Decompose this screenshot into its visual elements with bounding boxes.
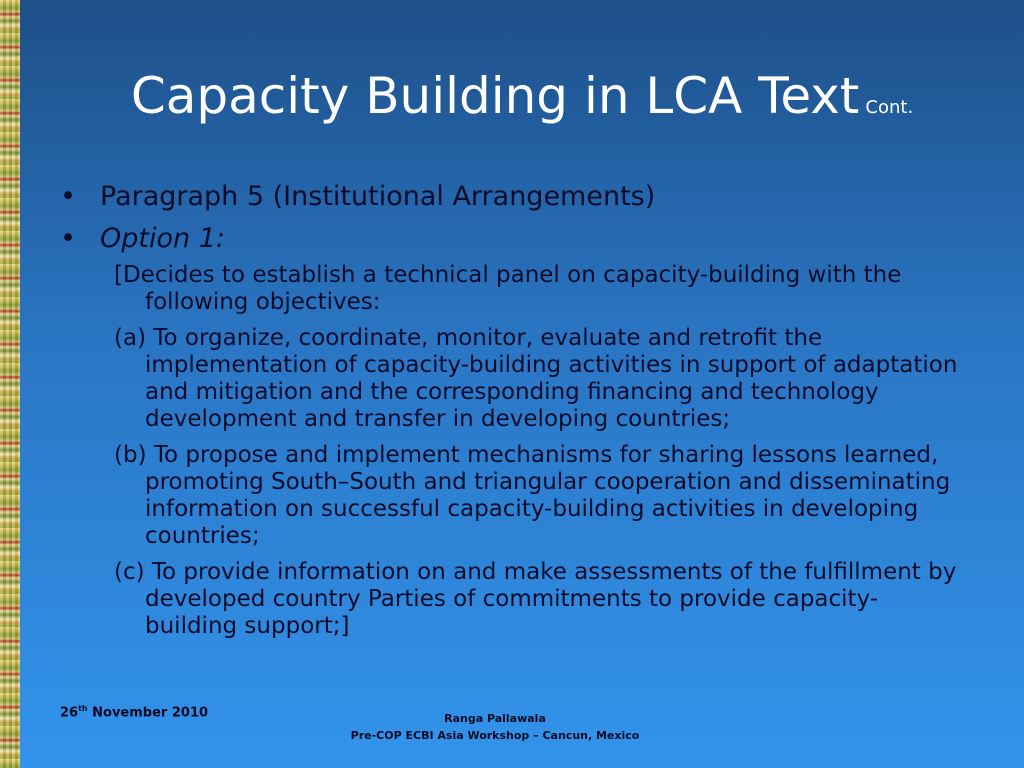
decorative-side-strip (0, 0, 20, 768)
bullet-item (60, 178, 970, 216)
footer-date (60, 704, 208, 720)
footer-credits (340, 710, 650, 744)
footer-date-rest: November 2010 (87, 705, 209, 721)
bullet-marker: • (60, 223, 76, 254)
bullet-marker: • (60, 181, 76, 212)
footer-presenter: Ranga Pallawala (444, 712, 546, 725)
paragraph-b: (b) To propose and implement mechanisms for sharing lessons learned, promoting South–South and triangular cooperation and disseminating information on successful capacity-building activities in developing countries; (114, 442, 951, 549)
paragraph-intro: [Decides to establish a technical panel on capacity-building with the following objectives: (114, 262, 902, 315)
slide-title-text: Capacity Building in LCA Text (130, 67, 860, 125)
slide-title-suffix: Cont. (865, 97, 914, 118)
footer-date-day: 26 (60, 705, 79, 721)
paragraph-a: (a) To organize, coordinate, monitor, evaluate and retrofit the implementation of capacity-building activities in support of adaptation and mitigation and the corresponding financing and technology development and transfer in developing countries; (114, 325, 958, 432)
paragraph-c: (c) To provide information on and make assessments of the fulfillment by developed country Parties of commitments to provide capacity-building support;] (114, 559, 957, 639)
footer-event: Pre-COP ECBI Asia Workshop – Cancun, Mexico (350, 729, 640, 742)
bullet-text: Option 1: (100, 223, 225, 254)
slide-title (20, 64, 1024, 140)
footer-date-suffix: th (78, 704, 88, 713)
bullet-item (60, 220, 970, 258)
slide-body (60, 178, 970, 640)
bullet-text: Paragraph 5 (Institutional Arrangements) (100, 181, 656, 212)
